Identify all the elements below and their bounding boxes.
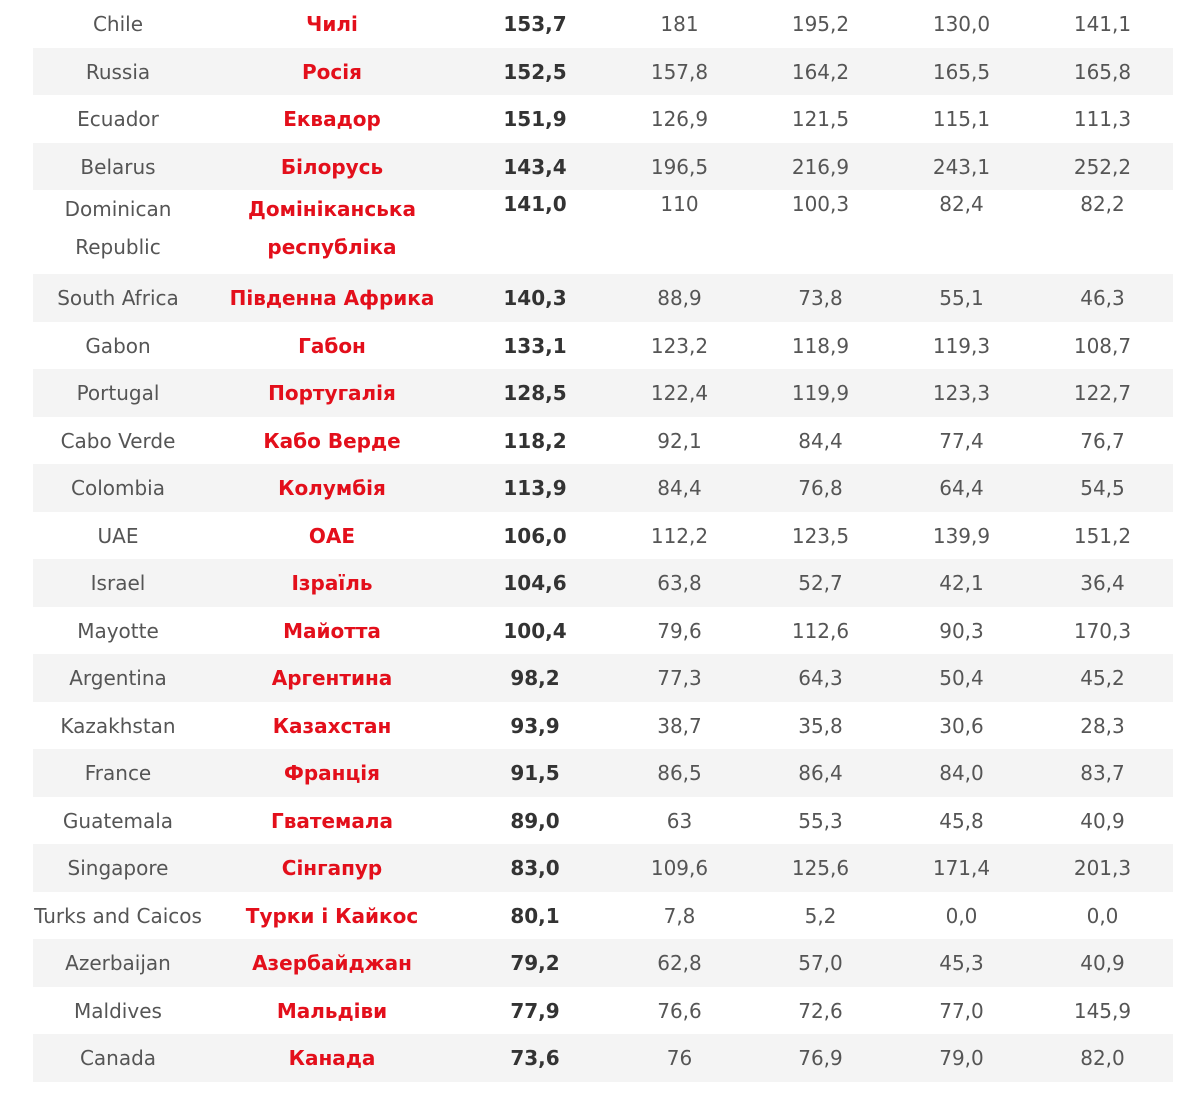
table-row bbox=[33, 1034, 1173, 1082]
value-cell: 123,3 bbox=[932, 381, 991, 405]
value-primary: 79,2 bbox=[510, 951, 560, 975]
value-cell: 55,3 bbox=[798, 808, 843, 833]
value-primary: 128,5 bbox=[503, 381, 567, 405]
country-name-ua: Португалія bbox=[268, 381, 396, 405]
value-cell: 165,8 bbox=[1073, 59, 1132, 84]
value-cell: 157,8 bbox=[650, 59, 709, 84]
country-name-en: Canada bbox=[79, 1046, 157, 1070]
country-name-en: Mayotte bbox=[77, 618, 159, 643]
table-row bbox=[33, 143, 1173, 191]
value-cell: 7,8 bbox=[663, 903, 696, 928]
table-row bbox=[33, 190, 1173, 274]
value-primary: 89,0 bbox=[510, 808, 560, 833]
value-cell: 84,4 bbox=[657, 476, 702, 500]
value-cell: 84,0 bbox=[939, 761, 984, 785]
value-cell: 30,6 bbox=[939, 713, 984, 738]
value-cell: 36,4 bbox=[1080, 571, 1125, 595]
value-cell: 64,4 bbox=[939, 476, 984, 500]
country-name-ua: Мальдіви bbox=[276, 998, 388, 1023]
value-cell: 54,5 bbox=[1080, 476, 1125, 500]
value-cell: 38,7 bbox=[657, 713, 702, 738]
country-name-ua: Сінгапур bbox=[281, 856, 383, 880]
value-cell: 77,3 bbox=[657, 666, 702, 690]
value-cell: 76,6 bbox=[657, 998, 702, 1023]
value-cell: 64,3 bbox=[798, 666, 843, 690]
country-name-en: Guatemala bbox=[62, 808, 174, 833]
value-cell: 63,8 bbox=[657, 571, 702, 595]
value-cell: 79,0 bbox=[939, 1046, 984, 1070]
value-cell: 115,1 bbox=[932, 107, 991, 131]
value-cell: 0,0 bbox=[945, 903, 978, 928]
country-name-en: Azerbaijan bbox=[65, 951, 171, 975]
value-cell: 90,3 bbox=[939, 618, 984, 643]
country-name-ua: Білорусь bbox=[280, 154, 384, 179]
country-name-en: Belarus bbox=[80, 154, 156, 179]
value-primary: 151,9 bbox=[503, 107, 567, 131]
country-name-ua: Канада bbox=[288, 1046, 376, 1070]
value-primary: 118,2 bbox=[503, 428, 567, 453]
country-name-en: UAE bbox=[97, 523, 139, 548]
country-name-ua: Домініканська республіка bbox=[248, 197, 416, 259]
country-name-en: South Africa bbox=[57, 286, 179, 310]
value-cell: 82,4 bbox=[939, 192, 984, 216]
value-cell: 63 bbox=[666, 808, 693, 833]
value-cell: 86,5 bbox=[657, 761, 702, 785]
country-name-ua: ОАЕ bbox=[308, 523, 356, 548]
table-row bbox=[33, 607, 1173, 655]
value-cell: 88,9 bbox=[657, 286, 702, 310]
country-name-ua: Турки і Кайкос bbox=[245, 903, 419, 928]
value-primary: 91,5 bbox=[510, 761, 560, 785]
value-cell: 45,2 bbox=[1080, 666, 1125, 690]
value-cell: 76,9 bbox=[798, 1046, 843, 1070]
value-cell: 83,7 bbox=[1080, 761, 1125, 785]
value-primary: 100,4 bbox=[503, 618, 567, 643]
table-row bbox=[33, 322, 1173, 370]
value-cell: 45,3 bbox=[939, 951, 984, 975]
value-cell: 252,2 bbox=[1073, 154, 1132, 179]
value-cell: 111,3 bbox=[1073, 107, 1132, 131]
value-cell: 243,1 bbox=[932, 154, 991, 179]
country-name-en: Russia bbox=[85, 59, 151, 84]
value-primary: 93,9 bbox=[510, 713, 560, 738]
table-row bbox=[33, 369, 1173, 417]
country-name-ua: Південна Африка bbox=[229, 286, 435, 310]
value-cell: 130,0 bbox=[932, 12, 991, 36]
value-cell: 112,6 bbox=[791, 618, 850, 643]
value-cell: 121,5 bbox=[791, 107, 850, 131]
value-primary: 143,4 bbox=[503, 154, 567, 179]
country-name-ua: Гватемала bbox=[270, 808, 394, 833]
value-cell: 216,9 bbox=[791, 154, 850, 179]
value-primary: 140,3 bbox=[503, 286, 567, 310]
value-cell: 86,4 bbox=[798, 761, 843, 785]
value-primary: 133,1 bbox=[503, 333, 567, 358]
value-cell: 84,4 bbox=[798, 428, 843, 453]
value-cell: 57,0 bbox=[798, 951, 843, 975]
country-name-ua: Еквадор bbox=[283, 107, 381, 131]
table-row bbox=[33, 512, 1173, 560]
table-row bbox=[33, 749, 1173, 797]
value-cell: 82,2 bbox=[1080, 192, 1125, 216]
country-name-ua: Ізраїль bbox=[291, 571, 373, 595]
table-row bbox=[33, 0, 1173, 48]
value-cell: 196,5 bbox=[650, 154, 709, 179]
value-cell: 139,9 bbox=[932, 523, 991, 548]
value-cell: 92,1 bbox=[657, 428, 702, 453]
value-primary: 104,6 bbox=[503, 571, 567, 595]
table-row bbox=[33, 95, 1173, 143]
country-name-en: Ecuador bbox=[77, 107, 159, 131]
table-row bbox=[33, 797, 1173, 845]
table-row bbox=[33, 274, 1173, 322]
value-cell: 0,0 bbox=[1086, 903, 1119, 928]
value-cell: 145,9 bbox=[1073, 998, 1132, 1023]
value-cell: 170,3 bbox=[1073, 618, 1132, 643]
value-cell: 112,2 bbox=[650, 523, 709, 548]
country-name-ua: Чилі bbox=[306, 12, 358, 36]
data-table bbox=[33, 0, 1173, 1082]
country-name-en: Colombia bbox=[71, 476, 165, 500]
country-name-ua: Франція bbox=[284, 761, 380, 785]
value-cell: 77,4 bbox=[939, 428, 984, 453]
country-name-en: Israel bbox=[90, 571, 146, 595]
value-cell: 55,1 bbox=[939, 286, 984, 310]
value-cell: 76,7 bbox=[1080, 428, 1125, 453]
country-name-en: Chile bbox=[92, 12, 144, 36]
country-name-ua: Казахстан bbox=[272, 713, 392, 738]
value-cell: 79,6 bbox=[657, 618, 702, 643]
value-cell: 164,2 bbox=[791, 59, 850, 84]
value-cell: 73,8 bbox=[798, 286, 843, 310]
value-cell: 126,9 bbox=[650, 107, 709, 131]
value-primary: 73,6 bbox=[510, 1046, 560, 1070]
country-name-en: France bbox=[84, 761, 152, 785]
table-row bbox=[33, 702, 1173, 750]
country-name-en: Cabo Verde bbox=[60, 428, 176, 453]
value-cell: 123,5 bbox=[791, 523, 850, 548]
country-name-en: Gabon bbox=[85, 333, 151, 358]
table-row bbox=[33, 844, 1173, 892]
table-row bbox=[33, 464, 1173, 512]
country-name-en: Argentina bbox=[69, 666, 167, 690]
value-cell: 52,7 bbox=[798, 571, 843, 595]
value-cell: 119,9 bbox=[791, 381, 850, 405]
value-cell: 76,8 bbox=[798, 476, 843, 500]
country-name-en: Maldives bbox=[74, 998, 162, 1023]
value-cell: 46,3 bbox=[1080, 286, 1125, 310]
value-primary: 113,9 bbox=[503, 476, 567, 500]
country-name-ua: Росія bbox=[302, 59, 362, 84]
country-name-ua: Габон bbox=[298, 333, 366, 358]
country-name-en: Dominican Republic bbox=[64, 197, 172, 259]
value-primary: 77,9 bbox=[510, 998, 560, 1023]
value-cell: 108,7 bbox=[1073, 333, 1132, 358]
value-cell: 122,7 bbox=[1073, 381, 1132, 405]
value-cell: 76 bbox=[666, 1046, 693, 1070]
table-row bbox=[33, 987, 1173, 1035]
table-row bbox=[33, 939, 1173, 987]
value-primary: 80,1 bbox=[510, 903, 560, 928]
value-cell: 35,8 bbox=[798, 713, 843, 738]
value-primary: 106,0 bbox=[503, 523, 567, 548]
value-cell: 201,3 bbox=[1073, 856, 1132, 880]
country-name-en: Singapore bbox=[67, 856, 169, 880]
value-cell: 77,0 bbox=[939, 998, 984, 1023]
value-cell: 40,9 bbox=[1080, 951, 1125, 975]
value-cell: 42,1 bbox=[939, 571, 984, 595]
value-cell: 72,6 bbox=[798, 998, 843, 1023]
value-cell: 171,4 bbox=[932, 856, 991, 880]
country-name-en: Kazakhstan bbox=[60, 713, 176, 738]
value-cell: 40,9 bbox=[1080, 808, 1125, 833]
country-name-ua: Азербайджан bbox=[252, 951, 412, 975]
value-cell: 195,2 bbox=[791, 12, 850, 36]
table-row bbox=[33, 417, 1173, 465]
value-cell: 123,2 bbox=[650, 333, 709, 358]
value-primary: 153,7 bbox=[503, 12, 567, 36]
table-row bbox=[33, 48, 1173, 96]
value-cell: 45,8 bbox=[939, 808, 984, 833]
country-name-en: Portugal bbox=[76, 381, 160, 405]
value-cell: 110 bbox=[660, 192, 699, 216]
country-name-en: Turks and Caicos bbox=[34, 903, 202, 928]
value-cell: 125,6 bbox=[791, 856, 850, 880]
value-cell: 119,3 bbox=[932, 333, 991, 358]
value-cell: 181 bbox=[660, 12, 699, 36]
value-cell: 141,1 bbox=[1073, 12, 1132, 36]
value-cell: 28,3 bbox=[1080, 713, 1125, 738]
value-primary: 98,2 bbox=[510, 666, 560, 690]
value-cell: 118,9 bbox=[791, 333, 850, 358]
value-cell: 109,6 bbox=[650, 856, 709, 880]
value-cell: 62,8 bbox=[657, 951, 702, 975]
value-cell: 50,4 bbox=[939, 666, 984, 690]
value-primary: 141,0 bbox=[503, 192, 567, 216]
table-row bbox=[33, 654, 1173, 702]
value-cell: 165,5 bbox=[932, 59, 991, 84]
country-name-ua: Колумбія bbox=[278, 476, 386, 500]
value-primary: 152,5 bbox=[503, 59, 567, 84]
value-primary: 83,0 bbox=[510, 856, 560, 880]
value-cell: 5,2 bbox=[804, 903, 837, 928]
country-name-ua: Аргентина bbox=[271, 666, 393, 690]
value-cell: 151,2 bbox=[1073, 523, 1132, 548]
value-cell: 82,0 bbox=[1080, 1046, 1125, 1070]
value-cell: 100,3 bbox=[791, 192, 850, 216]
table-row bbox=[33, 559, 1173, 607]
table-row bbox=[33, 892, 1173, 940]
country-name-ua: Кабо Верде bbox=[263, 428, 401, 453]
country-name-ua: Майотта bbox=[283, 618, 381, 643]
value-cell: 122,4 bbox=[650, 381, 709, 405]
